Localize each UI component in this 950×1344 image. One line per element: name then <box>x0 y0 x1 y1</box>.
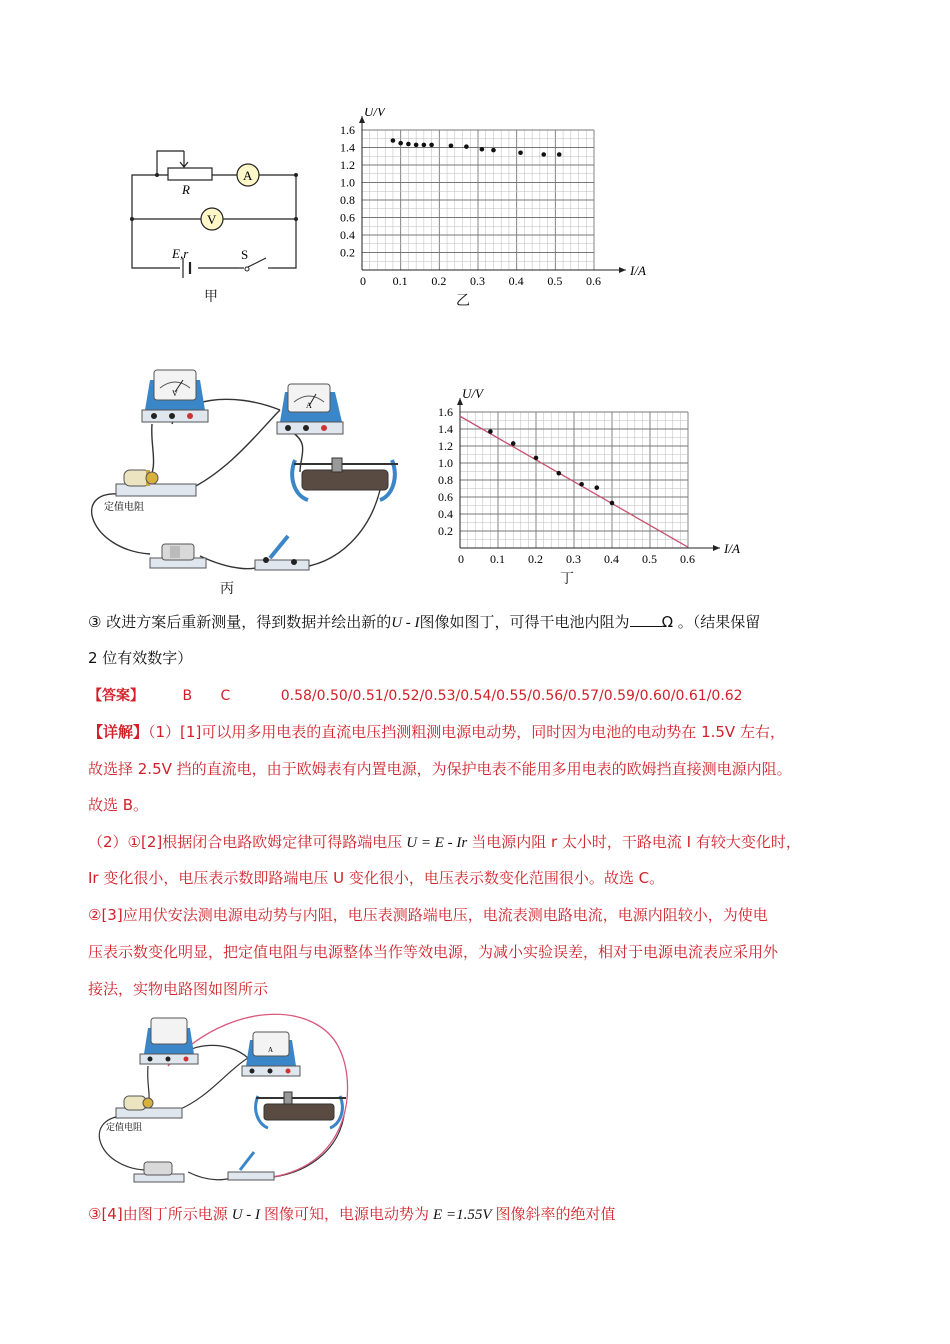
y-tick-label: 0.2 <box>438 524 453 538</box>
y-tick-label: 1.4 <box>340 140 355 155</box>
detail-4-equation: E =1.55V <box>433 1207 492 1223</box>
y-tick-label: 0.6 <box>438 490 453 504</box>
data-point <box>534 456 539 461</box>
data-point <box>511 441 516 446</box>
y-tick-label: 0.8 <box>340 193 355 207</box>
y-tick-label: 1.6 <box>340 123 355 137</box>
ammeter-label: A <box>243 168 253 183</box>
answer-line <box>88 686 868 706</box>
detail-1-line-c: 故选 B。 <box>88 796 149 814</box>
answer-2: C <box>220 688 231 704</box>
x-tick-label: 0.6 <box>680 552 695 566</box>
detail-2-equation: U = E - Ir <box>406 835 468 851</box>
answer-ammeter-label: A <box>268 1046 274 1054</box>
graph-ding <box>418 388 748 578</box>
fixed-resistor-device <box>116 470 196 496</box>
data-point <box>518 150 523 155</box>
battery-label: E,r <box>172 246 189 261</box>
y-tick-label: 1.4 <box>438 422 453 436</box>
y-tick-label: 1.2 <box>340 158 355 172</box>
voltmeter-label: V <box>207 212 217 227</box>
data-point <box>406 142 411 147</box>
detail-4-text-a: ③[4]由图丁所示电源 <box>88 1205 228 1223</box>
y-tick-label: 0.4 <box>340 228 355 242</box>
detail-2-text-a: （2）①[2]根据闭合电路欧姆定律可得路端电压 <box>88 833 403 851</box>
question-3-text-a: ③ 改进方案后重新测量，得到数据并绘出新的 <box>88 613 392 631</box>
data-point <box>595 485 600 490</box>
figure-caption-jia: 甲 <box>204 289 218 305</box>
detail-4-text-c: 图像斜率的绝对值 <box>495 1205 616 1223</box>
fixed-resistor-label: 定值电阻 <box>104 502 144 513</box>
detail-label: 【详解】 <box>88 723 149 741</box>
data-point <box>464 144 469 149</box>
x-tick-label: 0.1 <box>392 274 408 288</box>
detail-3-line-b: 压表示数变化明显，把定值电阻与电源整体当作等效电源，为减小实验误差，相对于电源电流表应采用外 <box>88 943 779 961</box>
detail-2-line-c: Ir 变化很小，电压表示数即路端电压 U 变化很小，电压表示数变化范围很小。故选 C。 <box>88 869 665 887</box>
data-point <box>422 143 427 148</box>
answer-label: 【答案】 <box>88 688 144 704</box>
detail-2-line-a <box>88 832 868 853</box>
data-point <box>449 143 454 148</box>
figure-caption-bing: 丙 <box>220 581 234 597</box>
y-tick-label: 1.0 <box>340 175 355 190</box>
voltmeter-device <box>142 370 208 422</box>
x-tick-label: 0.6 <box>586 274 601 288</box>
data-point <box>398 141 403 146</box>
data-point <box>541 152 546 157</box>
detail-3-line-c: 接法，实物电路图如图所示 <box>88 980 269 998</box>
origin-label: 0 <box>458 552 464 566</box>
figure-caption-yi: 乙 <box>456 293 470 309</box>
answer-1: B <box>182 688 193 704</box>
x-tick-label: 0.4 <box>604 552 619 566</box>
y-tick-label: 1.6 <box>438 405 453 419</box>
question-3-ui: U - I <box>391 615 420 631</box>
graph-yi <box>330 108 660 308</box>
y-tick-label: 1.2 <box>438 439 453 453</box>
answer-3: 0.58/0.50/0.51/0.52/0.53/0.54/0.55/0.56/0.57/0.59/0.60/0.61/0.62 <box>280 688 743 704</box>
detail-4-ui: U - I <box>231 1207 261 1223</box>
apparatus-diagram-answer <box>88 1010 368 1190</box>
apparatus-diagram-bing <box>80 360 410 590</box>
resistor-label: R <box>182 182 190 197</box>
x-axis-label: I/A <box>724 541 740 556</box>
answer-fixed-resistor-label: 定值电阻 <box>106 1122 143 1132</box>
origin-label: 0 <box>360 274 366 288</box>
data-point <box>557 471 562 476</box>
figure-caption-ding: 丁 <box>560 571 574 587</box>
question-3-line <box>88 612 868 633</box>
data-point <box>610 501 615 506</box>
data-point <box>391 138 396 143</box>
data-point <box>488 429 493 434</box>
x-tick-label: 0.5 <box>642 552 657 566</box>
switch-device <box>255 536 309 570</box>
voltmeter-device-label: V <box>172 389 178 398</box>
x-tick-label: 0.5 <box>547 274 563 288</box>
detail-1-text-a: （1）[1]可以用多用电表的直流电压挡测粗测电源电动势，同时因为电池的电动势在 1.5V 左右， <box>148 723 785 741</box>
detail-4-text-b: 图像可知，电源电动势为 <box>264 1205 430 1223</box>
detail-4-line <box>88 1204 868 1225</box>
question-3-line-2: 2 位有效数字） <box>88 649 193 667</box>
y-tick-label: 0.2 <box>340 245 355 260</box>
battery-holder-device <box>150 544 206 568</box>
ammeter-device <box>277 384 343 434</box>
y-tick-label: 1.0 <box>438 456 453 470</box>
x-axis-arrow <box>619 267 626 273</box>
y-tick-label: 0.6 <box>340 210 355 225</box>
data-point <box>480 147 485 152</box>
x-tick-label: 0.3 <box>566 552 581 566</box>
y-axis-label: U/V <box>462 388 483 401</box>
ammeter-device-label: A <box>306 401 312 410</box>
x-tick-label: 0.4 <box>508 274 524 288</box>
data-point <box>579 482 584 487</box>
y-axis-label: U/V <box>364 108 385 119</box>
switch-label: S <box>241 247 249 262</box>
detail-2-text-b: 当电源内阻 r 太小时，干路电流 I 有较大变化时， <box>471 833 801 851</box>
x-axis-label: I/A <box>630 263 646 278</box>
rheostat-device <box>292 458 398 500</box>
detail-1-line-a <box>88 722 868 742</box>
x-tick-label: 0.3 <box>470 274 485 288</box>
data-point <box>491 148 496 153</box>
data-point <box>414 143 419 148</box>
detail-3-line-a: ②[3]应用伏安法测电源电动势与内阻，电压表测路端电压，电流表测电路电流，电源内阻较小，为使电 <box>88 906 768 924</box>
y-tick-label: 0.4 <box>438 507 453 521</box>
circuit-diagram-jia <box>120 140 310 310</box>
x-tick-label: 0.1 <box>490 552 505 566</box>
data-point <box>429 143 434 148</box>
detail-1-line-b: 故选择 2.5V 挡的直流电，由于欧姆表有内置电源，为保护电表不能用多用电表的欧姆挡直接测电源内阻。 <box>88 760 792 778</box>
x-tick-label: 0.2 <box>431 274 447 288</box>
question-3-text-b: 图像如图丁，可得干电池内阻为 <box>419 613 630 631</box>
x-tick-label: 0.2 <box>528 552 543 566</box>
answer-blank[interactable] <box>630 614 662 627</box>
x-axis-arrow <box>713 545 720 551</box>
y-tick-label: 0.8 <box>438 473 453 487</box>
question-3-text-c: Ω 。（结果保留 <box>661 613 761 631</box>
data-point <box>557 152 562 157</box>
